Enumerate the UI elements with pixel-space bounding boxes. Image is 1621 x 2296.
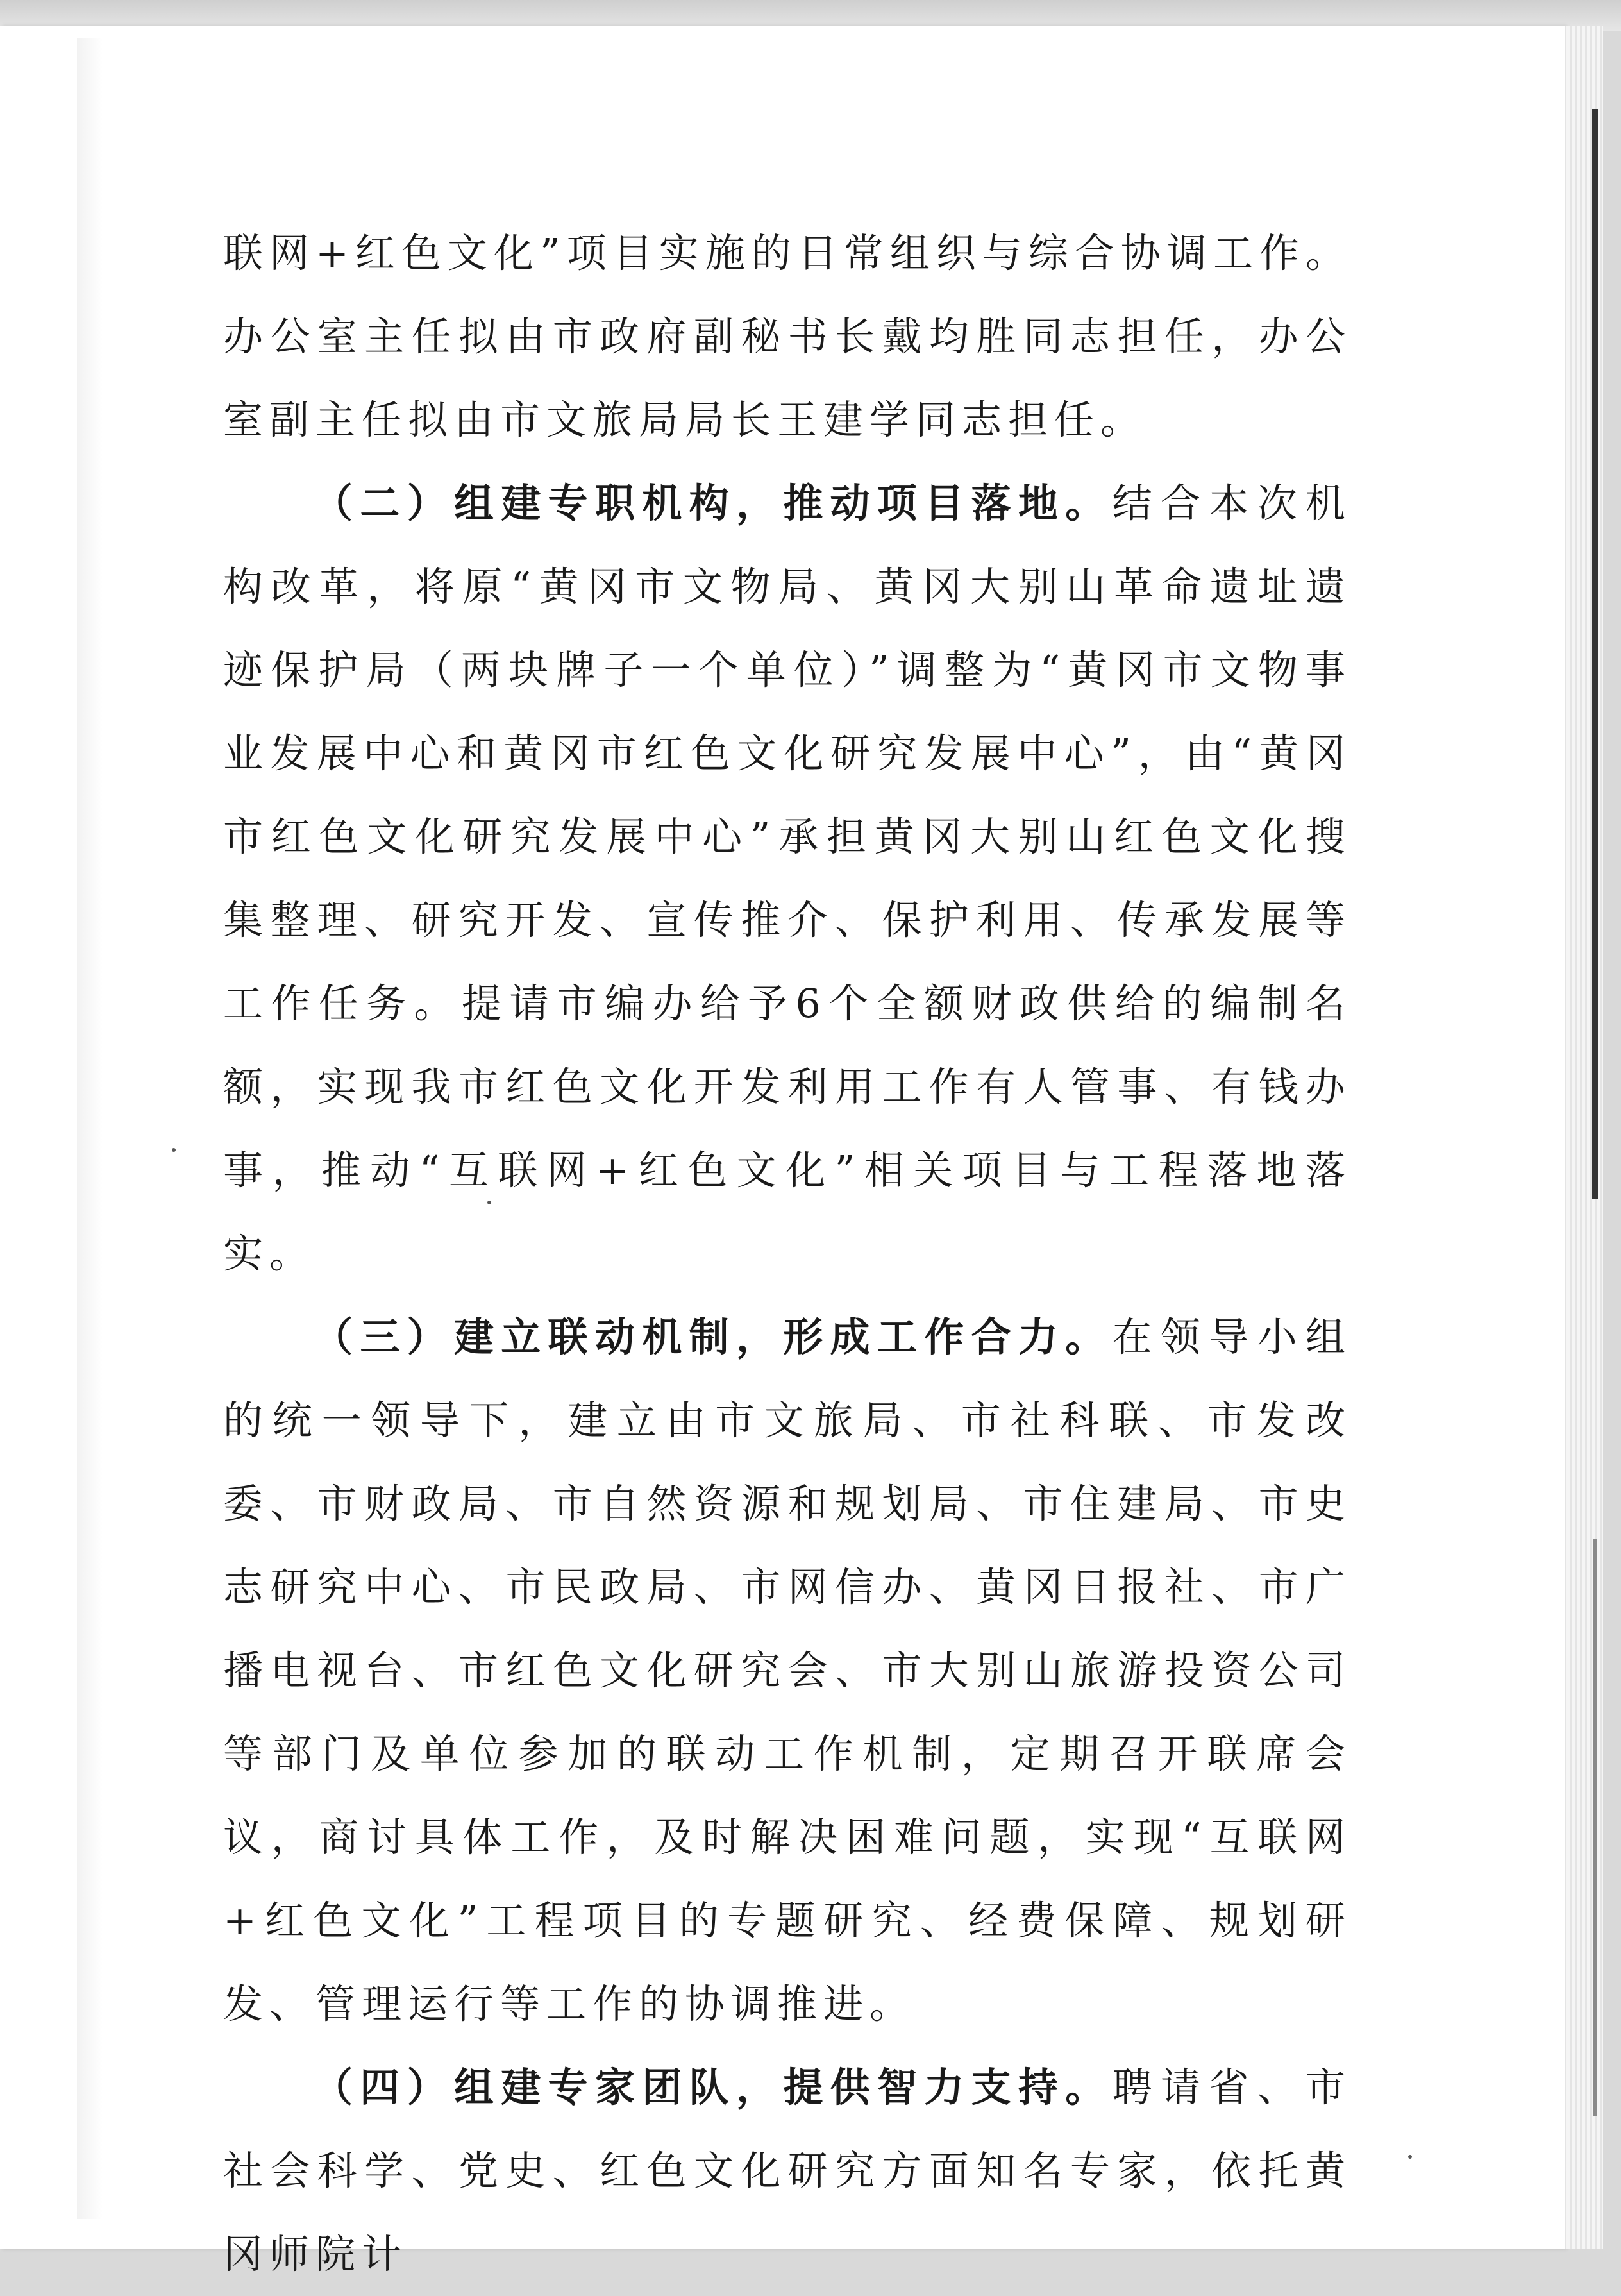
paragraph-lead: （三）建立联动机制，形成工作合力。: [313, 1313, 1113, 1360]
paragraph-text: 聘请省、市社会科学、党史、红色文化研究方面知名专家，依托黄冈师院计: [223, 2064, 1352, 2277]
paragraph-text: 在领导小组的统一领导下，建立由市文旅局、市社科联、市发改委、市财政局、市自然资源和规划局、市住建局、市史志研究中心、市民政局、市网信办、黄冈日报社、市广播电视台、市红色文化研究会、市大别山旅游投资公司等部门及单位参加的联动工作机制，定期召开联席会议，商讨具体工作，及时解决困难问题，实现“互联网+红色文化”工程项目的专题研究、经费保障、规划研发、管理运行等工作的协调推进。: [223, 1313, 1352, 2027]
scan-speck: [1408, 2155, 1412, 2159]
page-shadow-left: [77, 38, 103, 2219]
paragraph-text: 结合本次机构改革，将原“黄冈市文物局、黄冈大别山革命遗址遗迹保护局（两块牌子一个单位）”调整为“黄冈市文物事业发展中心和黄冈市红色文化研究发展中心”，由“黄冈市红色文化研究发展中心”承担黄冈大别山红色文化搜集整理、研究开发、宣传推介、保护利用、传承发展等工作任务。提请市编办给予6个全额财政供给的编制名额，实现我市红色文化开发利用工作有人管事、有钱办事，推动“互联网+红色文化”相关项目与工程落地落实。: [223, 480, 1352, 1277]
paragraph-3: [223, 1296, 1352, 2046]
paragraph-1: [223, 212, 1352, 462]
paragraph-4: [223, 2046, 1352, 2296]
binding-shadow: [1592, 109, 1598, 1199]
document-body: [223, 212, 1352, 2296]
paragraph-lead: （二）组建专职机构，推动项目落地。: [313, 480, 1113, 527]
paragraph-text: 联网+红色文化”项目实施的日常组织与综合协调工作。办公室主任拟由市政府副秘书长戴均胜同志担任，办公室副主任拟由市文旅局局长王建学同志担任。: [223, 230, 1352, 443]
scan-speck: [172, 1148, 176, 1152]
binding-shadow-lower: [1593, 1539, 1597, 2116]
paragraph-lead: （四）组建专家团队，提供智力支持。: [313, 2064, 1113, 2111]
paragraph-2: [223, 462, 1352, 1296]
